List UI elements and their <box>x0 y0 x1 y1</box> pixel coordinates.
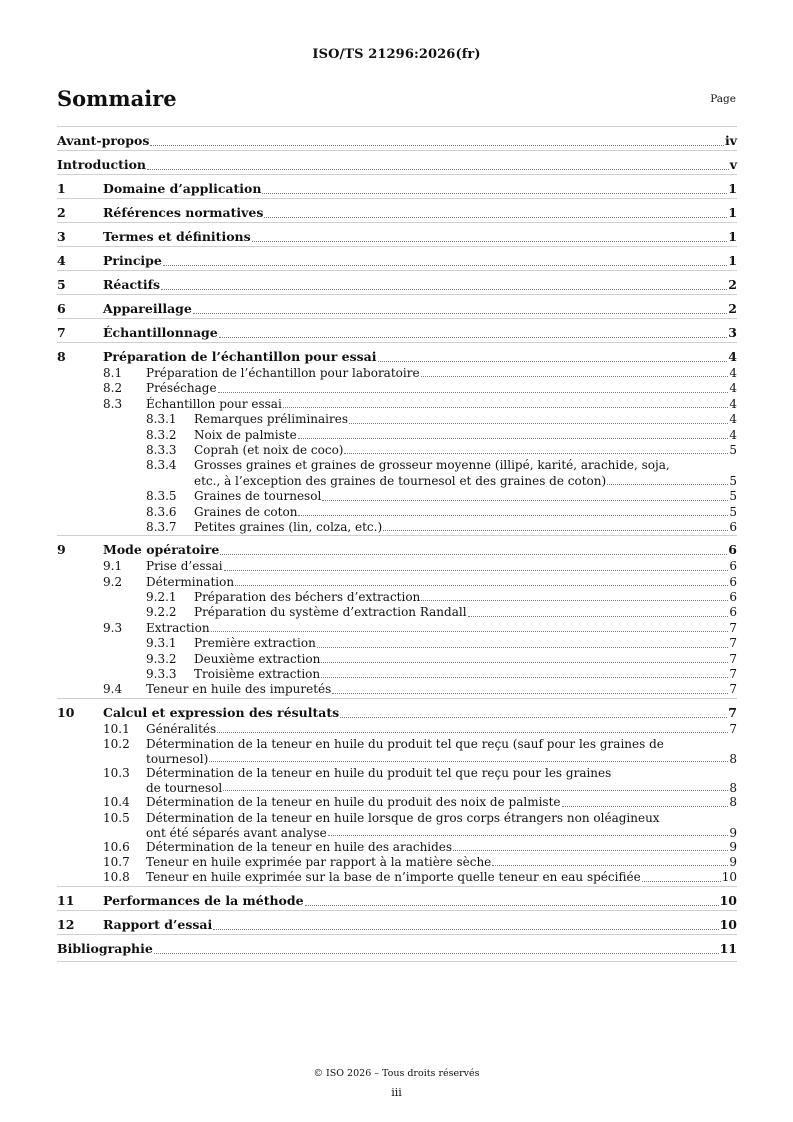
toc-entry-number: 8.3.5 <box>146 489 177 504</box>
toc-entry-title: Graines de tournesol <box>194 489 322 504</box>
toc-entry[interactable] <box>57 458 737 473</box>
toc-entry[interactable] <box>57 381 737 396</box>
toc-entry-page: 7 <box>729 682 737 697</box>
dot-leader <box>492 865 728 866</box>
toc-entry-number: 4 <box>57 253 66 268</box>
dot-leader <box>252 241 728 242</box>
toc-entry-number: 9.3.3 <box>146 667 177 682</box>
dot-leader <box>154 953 719 954</box>
toc-entry-number: 1 <box>57 181 66 196</box>
toc-entry-page: 10 <box>721 870 737 885</box>
toc-entry-page: 6 <box>729 590 737 605</box>
toc-entry-page: 6 <box>729 605 737 620</box>
toc-entry-title: Grosses graines et graines de grosseur moyenne (illipé, karité, arachide, soja, <box>194 458 670 473</box>
dot-leader <box>562 806 729 807</box>
toc-entry[interactable] <box>57 886 737 910</box>
toc-entry-number: 8.1 <box>103 365 123 380</box>
toc-entry[interactable] <box>57 294 737 318</box>
toc-entry-title: Coprah (et noix de coco) <box>194 442 344 457</box>
toc-entry-page: 1 <box>728 253 737 268</box>
toc-entry-page: 1 <box>728 205 737 220</box>
toc-entry[interactable] <box>57 766 737 781</box>
toc-entry[interactable] <box>57 520 737 535</box>
toc-entry-page: 4 <box>728 349 737 364</box>
toc-entry-title: Préparation de l’échantillon pour laboratoire <box>146 365 420 380</box>
toc-entry-number: 9.2 <box>103 574 123 589</box>
toc-entry-page: 8 <box>729 781 737 796</box>
toc-entry[interactable] <box>57 126 737 150</box>
page-number: iii <box>391 1086 402 1099</box>
dot-leader <box>468 616 729 617</box>
table-of-contents <box>57 126 737 958</box>
toc-entry-number: 8.3.4 <box>146 458 177 473</box>
dot-leader <box>453 850 728 851</box>
toc-entry[interactable] <box>57 652 737 667</box>
section-divider <box>57 198 737 199</box>
section-divider <box>57 318 737 319</box>
toc-entry-page: 1 <box>728 229 737 244</box>
toc-entry-page: 7 <box>728 704 737 720</box>
toc-entry-number: 8.3.2 <box>146 427 177 442</box>
toc-entry-page: 6 <box>728 542 737 558</box>
toc-entry-number: 5 <box>57 277 66 292</box>
toc-entry-number: 10.1 <box>103 721 130 736</box>
toc-entry-number: 8.3 <box>103 396 123 411</box>
toc-entry-title: Références normatives <box>103 205 264 220</box>
toc-entry-title: Détermination de la teneur en huile du produit tel que reçu (sauf pour les graines de <box>146 737 664 752</box>
toc-entry[interactable] <box>57 636 737 651</box>
dot-leader <box>193 313 727 314</box>
dot-leader <box>224 570 729 571</box>
toc-entry-number: 8.3.7 <box>146 519 177 534</box>
toc-entry-number: 8.3.3 <box>146 442 177 457</box>
toc-entry-page: 4 <box>729 412 737 427</box>
toc-entry-number: 9 <box>57 542 66 558</box>
toc-entry-page: 5 <box>729 504 737 519</box>
dot-leader <box>218 392 729 393</box>
toc-entry-number: 2 <box>57 205 66 220</box>
toc-entry-title: Mode opératoire <box>103 542 220 558</box>
toc-entry-page: 1 <box>728 181 737 196</box>
toc-entry-number: 9.3.2 <box>146 651 177 666</box>
toc-entry[interactable] <box>57 222 737 246</box>
toc-entry-page: 6 <box>729 559 737 574</box>
toc-entry-number: 3 <box>57 229 66 244</box>
section-divider <box>57 270 737 271</box>
toc-entry-page: 6 <box>729 574 737 589</box>
copyright-footer: © ISO 2026 – Tous droits réservés <box>313 1068 480 1079</box>
toc-entry-number: 8 <box>57 349 66 364</box>
toc-entry[interactable] <box>57 722 737 737</box>
toc-entry-title: Préparation du système d’extraction Randall <box>194 605 467 620</box>
dot-leader <box>211 631 729 632</box>
toc-entry-continuation[interactable] <box>57 781 737 795</box>
toc-entry-number: 10.6 <box>103 839 130 854</box>
dot-leader <box>161 289 727 290</box>
toc-entry-title: Introduction <box>57 157 147 172</box>
toc-entry-page: 2 <box>728 301 737 316</box>
toc-entry-title: Petites graines (lin, colza, etc.) <box>194 519 383 534</box>
section-divider <box>57 535 737 536</box>
toc-entry-page: 7 <box>729 721 737 736</box>
page-column-label: Page <box>710 93 736 105</box>
toc-entry[interactable] <box>57 559 737 574</box>
toc-entry-title: Teneur en huile exprimée par rapport à la matière sèche <box>146 854 492 869</box>
section-divider <box>57 886 737 887</box>
toc-entry-number: 6 <box>57 301 66 316</box>
toc-entry-number: 9.4 <box>103 682 123 697</box>
toc-entry-number: 9.1 <box>103 559 123 574</box>
toc-entry-title: Préséchage <box>146 381 217 396</box>
toc-entry-title: Généralités <box>146 721 217 736</box>
toc-entry-page: 3 <box>728 325 737 340</box>
section-divider <box>57 150 737 151</box>
toc-entry-page: 9 <box>729 825 737 840</box>
section-divider <box>57 246 737 247</box>
toc-entry[interactable] <box>57 621 737 636</box>
toc-entry[interactable] <box>57 443 737 458</box>
toc-entry-title: Extraction <box>146 620 210 635</box>
toc-entry-page: 6 <box>729 519 737 534</box>
toc-entry-title-line2: etc., à l’exception des graines de tournesol et des graines de coton) <box>194 473 607 488</box>
toc-entry[interactable] <box>57 811 737 826</box>
dot-leader <box>217 732 728 733</box>
dot-leader <box>305 905 719 906</box>
toc-entry-title: Rapport d’essai <box>103 916 213 932</box>
toc-entry[interactable] <box>57 698 737 722</box>
toc-entry-page: 5 <box>729 442 737 457</box>
toc-entry-title: Avant-propos <box>57 133 150 148</box>
toc-entry-title: Remarques préliminaires <box>194 412 349 427</box>
dot-leader <box>220 554 727 555</box>
toc-entry-title: Performances de la méthode <box>103 892 304 908</box>
toc-entry-page: 8 <box>729 752 737 767</box>
toc-entry-title: Préparation des béchers d’extraction <box>194 590 421 605</box>
toc-entry-title: Graines de coton <box>194 504 298 519</box>
toc-entry-number: 8.3.6 <box>146 504 177 519</box>
toc-entry-page: 4 <box>729 396 737 411</box>
toc-entry-continuation[interactable] <box>57 474 737 489</box>
toc-entry[interactable] <box>57 795 737 810</box>
toc-entry-title: Première extraction <box>194 636 316 651</box>
toc-entry-title-line2: de tournesol <box>146 781 223 796</box>
toc-entry-page: 8 <box>729 795 737 810</box>
toc-entry-number: 10.3 <box>103 766 130 781</box>
toc-entry-continuation[interactable] <box>57 752 737 766</box>
toc-entry[interactable] <box>57 840 737 855</box>
toc-entry-number: 10.4 <box>103 795 130 810</box>
toc-entry[interactable] <box>57 489 737 504</box>
toc-entry-title: Détermination de la teneur en huile des arachides <box>146 839 453 854</box>
dot-leader <box>283 407 729 408</box>
section-divider <box>57 910 737 911</box>
toc-entry-title: Teneur en huile exprimée sur la base de n’importe quelle teneur en eau spécifiée <box>146 870 641 885</box>
document-header: ISO/TS 21296:2026(fr) <box>312 47 481 62</box>
dot-leader <box>298 515 728 516</box>
toc-entry[interactable] <box>57 174 737 198</box>
toc-entry[interactable] <box>57 934 737 958</box>
dot-leader <box>383 530 728 531</box>
toc-entry[interactable] <box>57 366 737 381</box>
dot-leader <box>213 929 718 930</box>
toc-entry[interactable] <box>57 318 737 342</box>
toc-entry-title: Appareillage <box>103 301 192 316</box>
dot-leader <box>264 217 727 218</box>
toc-entry-title: Noix de palmiste <box>194 427 297 442</box>
toc-entry-page: 5 <box>729 473 737 488</box>
toc-entry[interactable] <box>57 412 737 427</box>
toc-entry-title: Détermination <box>146 574 235 589</box>
dot-leader <box>421 600 728 601</box>
dot-leader <box>321 677 728 678</box>
dot-leader <box>421 376 729 377</box>
toc-entry-title: Principe <box>103 253 162 268</box>
dot-leader <box>235 585 728 586</box>
toc-entry-page: 4 <box>729 381 737 396</box>
toc-entry-title-line2: tournesol) <box>146 752 209 767</box>
dot-leader <box>163 265 727 266</box>
dot-leader <box>322 500 728 501</box>
toc-entry[interactable] <box>57 397 737 412</box>
toc-entry-number: 10 <box>57 704 75 720</box>
toc-entry-page: 4 <box>729 365 737 380</box>
toc-entry-page: 10 <box>719 892 737 908</box>
toc-entry-title: Domaine d’application <box>103 181 262 196</box>
toc-entry[interactable] <box>57 150 737 174</box>
toc-entry-title: Troisième extraction <box>194 667 321 682</box>
toc-entry[interactable] <box>57 590 737 605</box>
toc-entry-page: 5 <box>729 489 737 504</box>
toc-entry-number: 10.2 <box>103 737 130 752</box>
toc-entry-number: 10.7 <box>103 854 130 869</box>
toc-entry-title: Termes et définitions <box>103 229 251 244</box>
toc-entry-title: Bibliographie <box>57 940 153 956</box>
toc-entry[interactable] <box>57 270 737 294</box>
dot-leader <box>209 761 728 762</box>
dot-leader <box>223 790 728 791</box>
toc-entry-number: 9.3 <box>103 620 123 635</box>
toc-entry-number: 8.3.1 <box>146 412 177 427</box>
toc-entry-number: 11 <box>57 892 75 908</box>
dot-leader <box>262 193 727 194</box>
toc-entry-number: 9.2.1 <box>146 590 177 605</box>
toc-entry-page: 9 <box>729 854 737 869</box>
toc-entry-number: 10.8 <box>103 870 130 885</box>
toc-entry-page: 2 <box>728 277 737 292</box>
toc-entry-continuation[interactable] <box>57 826 737 840</box>
section-divider <box>57 126 737 127</box>
toc-entry-page: 7 <box>729 636 737 651</box>
dot-leader <box>298 438 729 439</box>
section-divider <box>57 934 737 935</box>
dot-leader <box>150 145 724 146</box>
toc-entry[interactable] <box>57 198 737 222</box>
dot-leader <box>147 169 729 170</box>
toc-entry-number: 12 <box>57 916 75 932</box>
toc-entry-title: Préparation de l’échantillon pour essai <box>103 349 377 364</box>
toc-entry[interactable] <box>57 737 737 752</box>
section-divider <box>57 174 737 175</box>
toc-entry[interactable] <box>57 667 737 682</box>
toc-entry-page: v <box>729 157 737 172</box>
toc-entry-page: 4 <box>729 427 737 442</box>
dot-leader <box>219 337 728 338</box>
toc-entry-title: Calcul et expression des résultats <box>103 704 340 720</box>
toc-entry-number: 9.3.1 <box>146 636 177 651</box>
dot-leader <box>378 361 728 362</box>
toc-entry-page: 7 <box>729 651 737 666</box>
toc-entry-title: Prise d’essai <box>146 559 223 574</box>
dot-leader <box>328 835 729 836</box>
dot-leader <box>321 662 728 663</box>
dot-leader <box>332 693 728 694</box>
toc-entry-title: Échantillonnage <box>103 325 218 340</box>
toc-entry-title: Deuxième extraction <box>194 651 321 666</box>
toc-entry[interactable] <box>57 575 737 590</box>
dot-leader <box>317 647 729 648</box>
toc-entry[interactable] <box>57 910 737 934</box>
toc-entry-title: Teneur en huile des impuretés <box>146 682 332 697</box>
toc-entry-title: Détermination de la teneur en huile du produit des noix de palmiste <box>146 795 561 810</box>
toc-entry[interactable] <box>57 535 737 559</box>
toc-entry-page: iv <box>724 133 737 148</box>
toc-entry[interactable] <box>57 682 737 697</box>
toc-entry-page: 7 <box>729 667 737 682</box>
dot-leader <box>340 717 727 718</box>
section-divider <box>57 342 737 343</box>
section-divider <box>57 222 737 223</box>
toc-entry-page: 10 <box>719 916 737 932</box>
section-divider <box>57 698 737 699</box>
toc-entry[interactable] <box>57 505 737 520</box>
toc-entry[interactable] <box>57 870 737 885</box>
toc-entry[interactable] <box>57 855 737 870</box>
toc-entry[interactable] <box>57 605 737 620</box>
dot-leader <box>607 484 728 485</box>
toc-entry[interactable] <box>57 342 737 366</box>
toc-entry[interactable] <box>57 428 737 443</box>
dot-leader <box>344 453 728 454</box>
toc-entry-title: Détermination de la teneur en huile du produit tel que reçu pour les graines <box>146 766 612 781</box>
section-divider <box>57 294 737 295</box>
toc-entry-number: 10.5 <box>103 810 130 825</box>
toc-entry-title: Échantillon pour essai <box>146 396 282 411</box>
dot-leader <box>642 881 721 882</box>
toc-entry[interactable] <box>57 246 737 270</box>
page-title: Sommaire <box>57 86 177 111</box>
section-divider <box>57 961 737 962</box>
toc-entry-page: 9 <box>729 839 737 854</box>
toc-entry-page: 11 <box>719 940 737 956</box>
toc-entry-title-line2: ont été séparés avant analyse <box>146 825 327 840</box>
toc-entry-number: 7 <box>57 325 66 340</box>
toc-entry-title: Détermination de la teneur en huile lorsque de gros corps étrangers non oléagineux <box>146 810 660 825</box>
toc-entry-number: 9.2.2 <box>146 605 177 620</box>
toc-entry-number: 8.2 <box>103 381 123 396</box>
dot-leader <box>349 423 728 424</box>
toc-entry-title: Réactifs <box>103 277 160 292</box>
toc-entry-page: 7 <box>729 620 737 635</box>
